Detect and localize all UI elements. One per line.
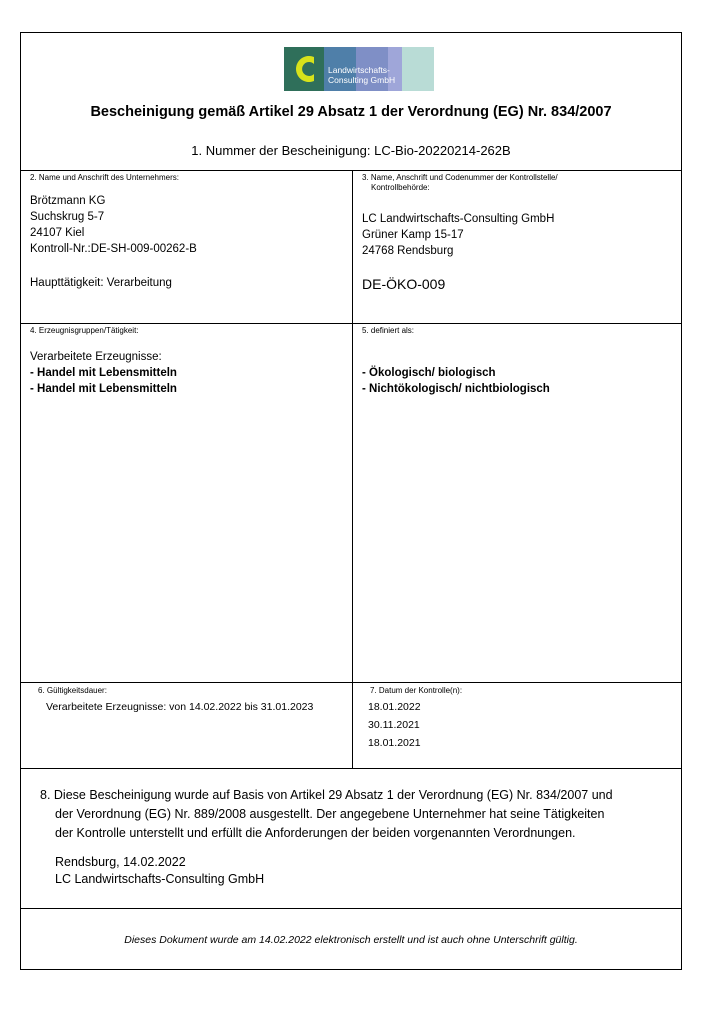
issuer-name: LC Landwirtschafts-Consulting GmbH bbox=[55, 872, 265, 886]
company-logo bbox=[284, 47, 434, 91]
address-line: 24768 Rendsburg bbox=[362, 245, 454, 257]
control-body-code: DE-ÖKO-009 bbox=[362, 276, 446, 292]
section7-label: 7. Datum der Kontrolle(n): bbox=[370, 686, 463, 695]
section3-label-line: 3. Name, Anschrift und Codenummer der Kontrollstelle/ bbox=[362, 173, 558, 182]
inspection-date: 30.11.2021 bbox=[368, 719, 420, 731]
section4-label: 4. Erzeugnisgruppen/Tätigkeit: bbox=[30, 326, 139, 335]
statement-line: der Verordnung (EG) Nr. 889/2008 ausgestellt. Der angegebene Unternehmer hat seine Tätigkeiten bbox=[55, 807, 605, 821]
divider bbox=[20, 323, 682, 324]
main-activity: Haupttätigkeit: Verarbeitung bbox=[30, 277, 172, 289]
address-line: Brötzmann KG bbox=[30, 195, 106, 207]
divider bbox=[20, 908, 682, 909]
definition-list bbox=[362, 365, 550, 397]
divider bbox=[20, 170, 682, 171]
footer-note: Dieses Dokument wurde am 14.02.2022 elektronisch erstellt und ist auch ohne Unterschrift gültig. bbox=[124, 934, 578, 946]
logo-mark bbox=[284, 47, 324, 91]
section2-label: 2. Name und Anschrift des Unternehmers: bbox=[30, 173, 179, 182]
product-item: - Handel mit Lebensmitteln bbox=[30, 383, 177, 395]
company-address bbox=[30, 193, 197, 257]
inspection-date: 18.01.2022 bbox=[368, 701, 421, 713]
control-body-address bbox=[362, 211, 554, 259]
product-heading: Verarbeitete Erzeugnisse: bbox=[30, 351, 162, 363]
document-title: Bescheinigung gemäß Artikel 29 Absatz 1 der Verordnung (EG) Nr. 834/2007 bbox=[90, 104, 612, 120]
logo-text bbox=[328, 65, 395, 85]
column-divider bbox=[352, 170, 353, 768]
control-number: Kontroll-Nr.:DE-SH-009-00262-B bbox=[30, 243, 197, 255]
divider bbox=[20, 682, 682, 683]
legal-statement bbox=[40, 786, 670, 843]
section6-label: 6. Gültigkeitsdauer: bbox=[38, 686, 107, 695]
logo-stripe bbox=[402, 47, 434, 91]
address-line: LC Landwirtschafts-Consulting GmbH bbox=[362, 213, 555, 225]
place-date: Rendsburg, 14.02.2022 bbox=[55, 855, 186, 869]
statement-line: der Kontrolle unterstellt und erfüllt die Anforderungen der beiden vorgenannten Verordnungen. bbox=[55, 826, 576, 840]
inspection-date: 18.01.2021 bbox=[368, 737, 421, 749]
section3-label bbox=[362, 173, 558, 193]
inspection-dates bbox=[368, 698, 421, 752]
issuer-block bbox=[55, 854, 264, 888]
address-line: Grüner Kamp 15-17 bbox=[362, 229, 464, 241]
section3-label-line: Kontrollbehörde: bbox=[371, 183, 430, 192]
logo-text-line: Consulting GmbH bbox=[328, 75, 396, 85]
certificate-number: 1. Nummer der Bescheinigung: LC-Bio-20220214-262B bbox=[191, 143, 511, 158]
definition-item: - Nichtökologisch/ nichtbiologisch bbox=[362, 383, 550, 395]
validity-period: Verarbeitete Erzeugnisse: von 14.02.2022 bis 31.01.2023 bbox=[46, 701, 314, 713]
divider bbox=[20, 768, 682, 769]
address-line: Suchskrug 5-7 bbox=[30, 211, 105, 223]
address-line: 24107 Kiel bbox=[30, 227, 85, 239]
product-groups bbox=[30, 349, 177, 397]
section5-label: 5. definiert als: bbox=[362, 326, 415, 335]
logo-text-line: Landwirtschafts- bbox=[328, 65, 390, 75]
definition-item: - Ökologisch/ biologisch bbox=[362, 367, 496, 379]
statement-line: 8. Diese Bescheinigung wurde auf Basis von Artikel 29 Absatz 1 der Verordnung (EG) Nr. 834/2007 und bbox=[40, 788, 613, 802]
product-item: - Handel mit Lebensmitteln bbox=[30, 367, 177, 379]
